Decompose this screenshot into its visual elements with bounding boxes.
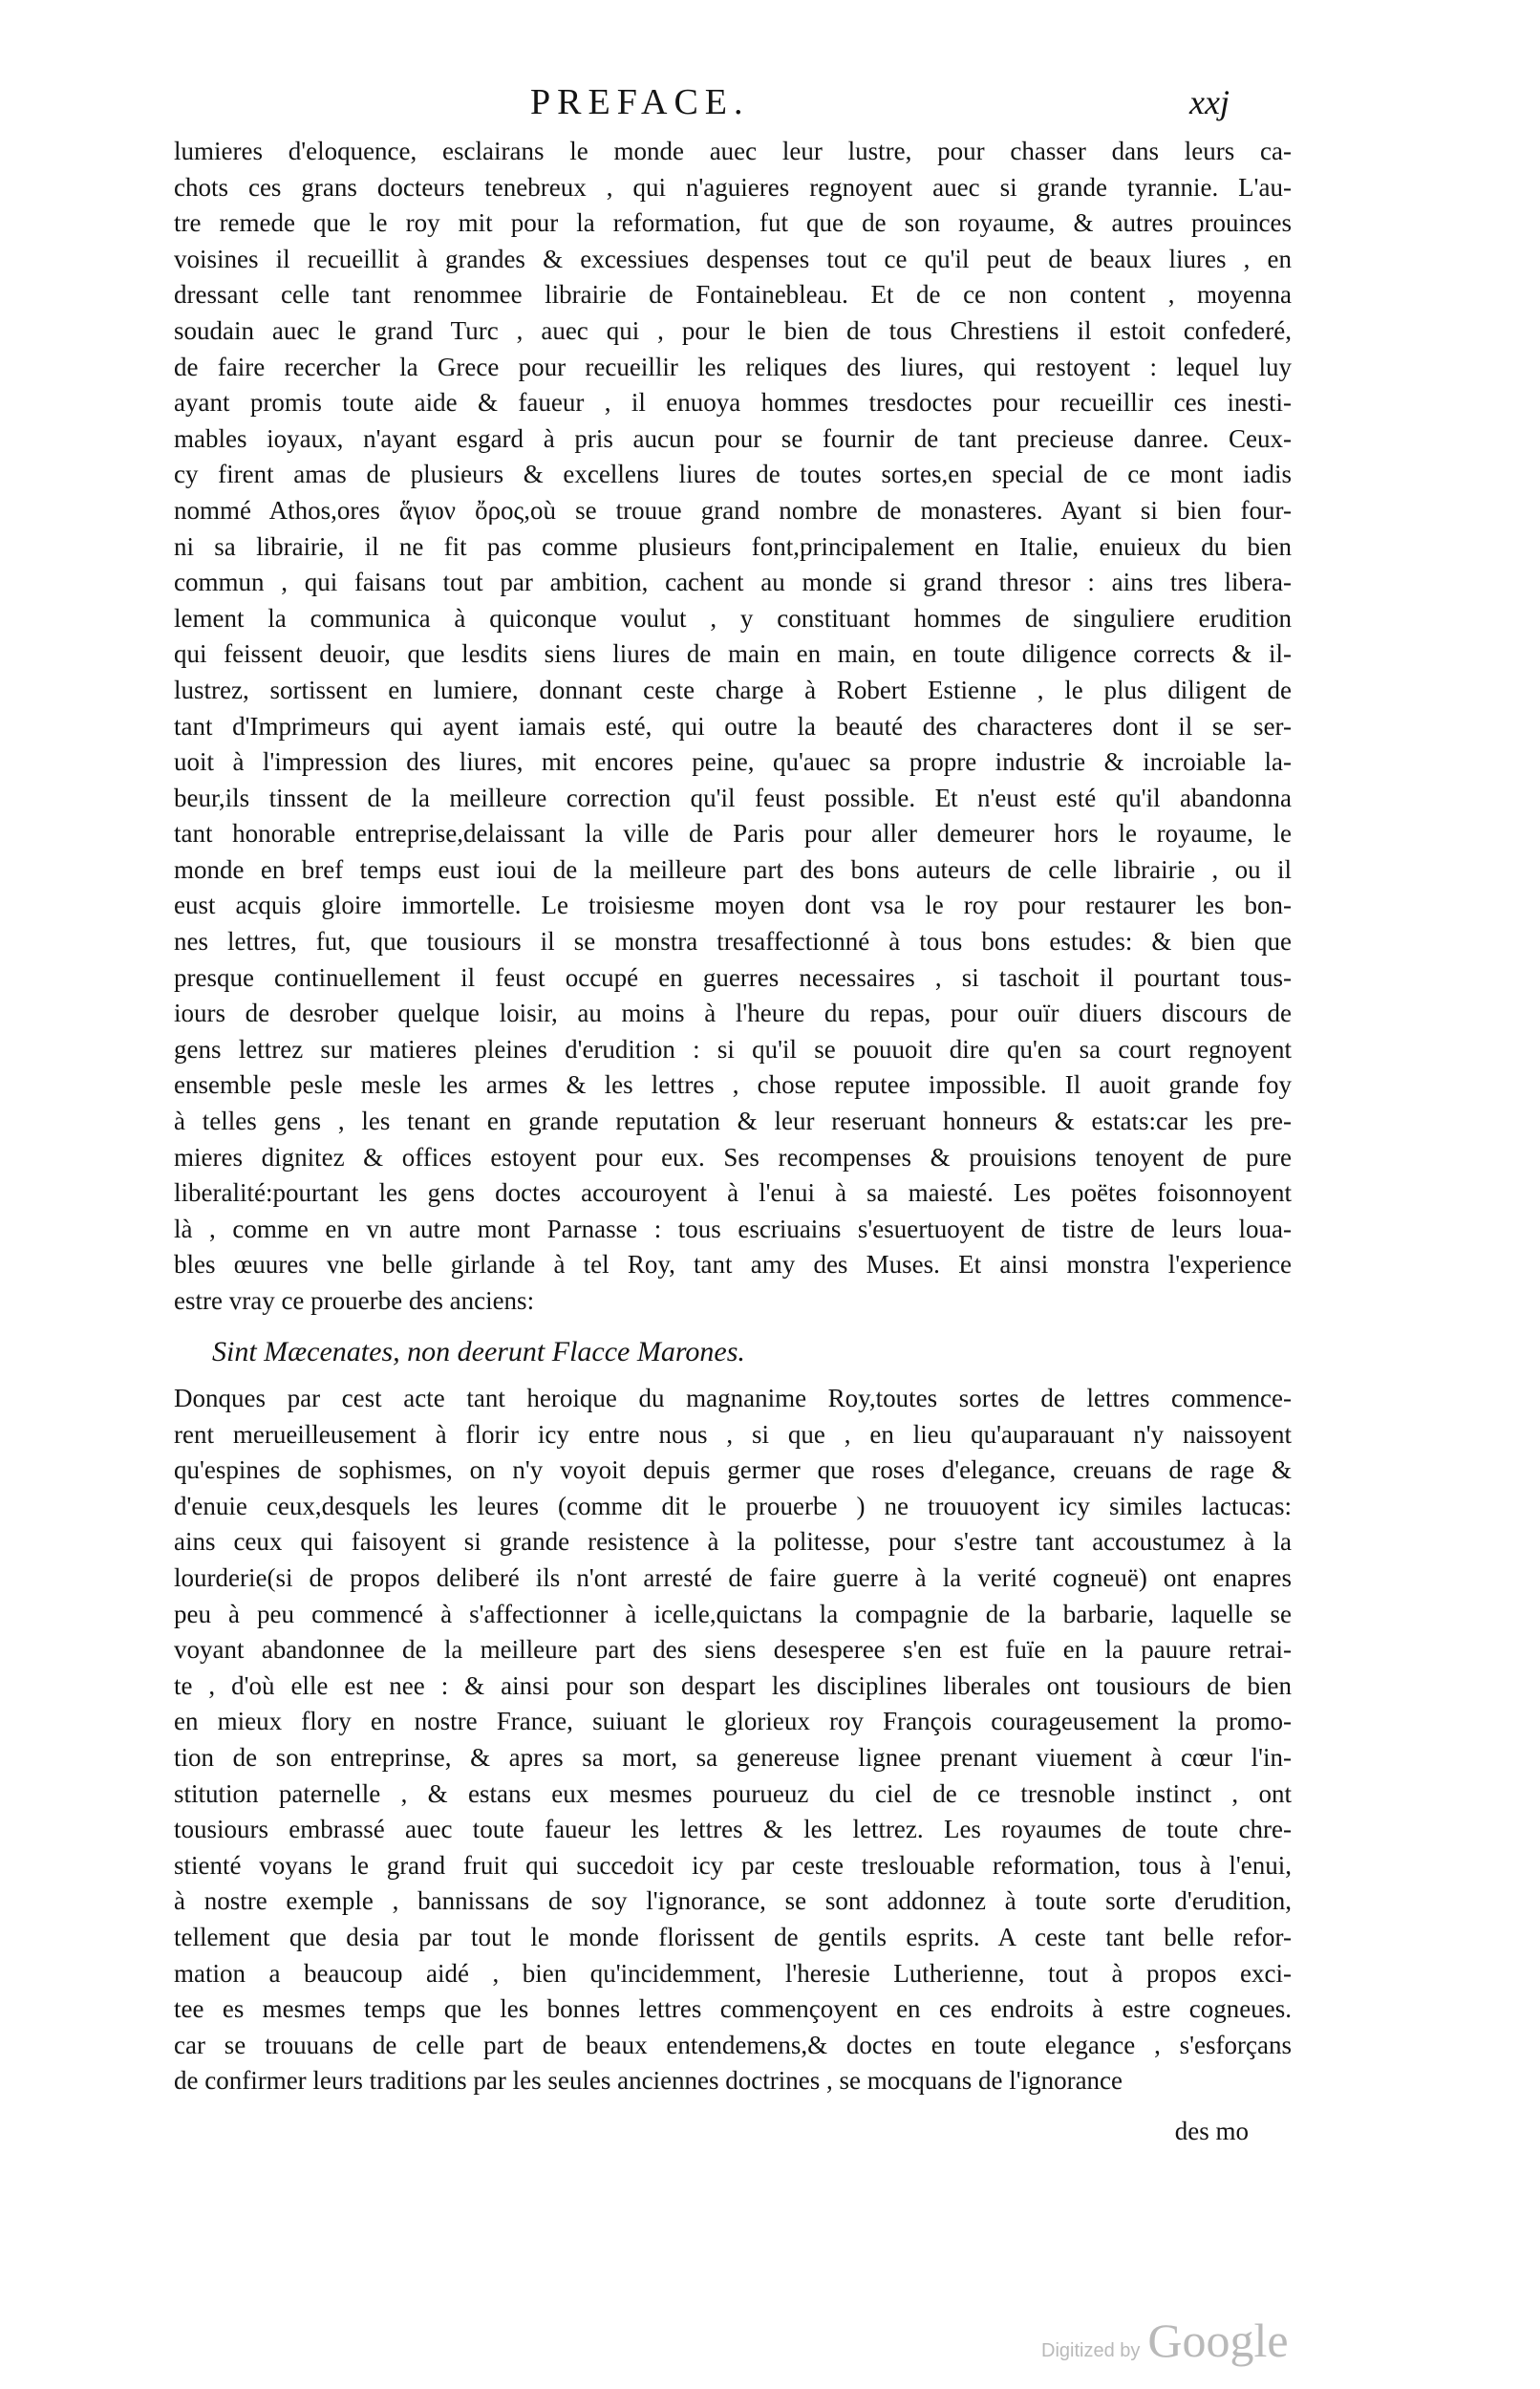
paragraph-2	[174, 1381, 1292, 2099]
text-line: tousiours embrassé auec toute faueur les lettres & les lettrez. Les royaumes de toute chre-	[174, 1815, 1292, 1844]
text-line: tant honorable entreprise,delaissant la ville de Paris pour aller demeurer hors le royaume, le	[174, 819, 1292, 849]
text-line: à telles gens , les tenant en grande reputation & leur reseruant honneurs & estats:car les pre-	[174, 1107, 1292, 1136]
text-line: uoit à l'impression des liures, mit encores peine, qu'auec sa propre industrie & incroiable la-	[174, 747, 1292, 777]
text-line: nes lettres, fut, que tousiours il se monstra tresaffectionné à tous bons estudes: & bien que	[174, 927, 1292, 957]
text-line: de confirmer leurs traditions par les seules anciennes doctrines , se mocquans de l'ignorance	[174, 2066, 1123, 2096]
text-line: lement la communica à quiconque voulut , y constituant hommes de singuliere erudition	[174, 603, 1292, 633]
text-line: presque continuellement il feust occupé en guerres necessaires , si taschoit il pourtant tous-	[174, 962, 1292, 992]
text-line: car se trouuans de celle part de beaux entendemens,& doctes en toute elegance , s'esforçans	[174, 2030, 1292, 2059]
text-line: monde en bref temps eust ioui de la meilleure part des bons auteurs de celle librairie , ou il	[174, 854, 1292, 884]
text-line: dressant celle tant renommee librairie de Fontainebleau. Et de ce non content , moyenna	[174, 280, 1292, 310]
text-line: beur,ils tinssent de la meilleure correction qu'il feust possible. Et n'eust esté qu'il abandonna	[174, 783, 1292, 812]
text-line: bles œuures vne belle girlande à tel Roy, tant amy des Muses. Et ainsi monstra l'experience	[174, 1250, 1292, 1280]
text-line: de faire recercher la Grece pour recueillir les reliques des liures, qui restoyent : lequel luy	[174, 352, 1292, 381]
text-line: voyant abandonnee de la meilleure part des siens desesperee s'en est fuïe en la pauure retrai-	[174, 1635, 1292, 1665]
text-line: à nostre exemple , bannissans de soy l'ignorance, se sont addonnez à toute sorte d'erudition,	[174, 1886, 1292, 1916]
text-line: chots ces grans docteurs tenebreux , qui n'aguieres regnoyent auec si grande tyrannie. L'au-	[174, 172, 1292, 202]
verse-quotation: Sint Mæcenates, non deerunt Flacce Marones.	[212, 1336, 745, 1367]
paragraph-1	[174, 134, 1292, 1320]
text-line: tellement que desia par tout le monde florissent de gentils esprits. A ceste tant belle refor-	[174, 1922, 1292, 1951]
text-line: tee es mesmes temps que les bonnes lettres commençoyent en ces endroits à estre cogneues.	[174, 1994, 1292, 2024]
watermark-prefix: Digitized by	[1041, 2340, 1141, 2361]
text-line: qui feissent deuoir, que lesdits siens liures de main en main, en toute diligence corrects & il-	[174, 639, 1292, 669]
text-line: rent merueilleusement à florir icy entre nous , si que , en lieu qu'auparauant n'y naissoyent	[174, 1419, 1292, 1449]
text-line: ni sa librairie, il ne fit pas comme plusieurs font,principalement en Italie, enuieux du bien	[174, 531, 1292, 561]
text-line: stitution paternelle , & estans eux mesmes pourueuz du ciel de ce tresnoble instinct , ont	[174, 1778, 1292, 1808]
text-line: mation a beaucoup aidé , bien qu'incidemment, l'heresie Lutherienne, tout à propos exci-	[174, 1958, 1292, 1988]
text-line: en mieux flory en nostre France, suiuant le glorieux roy François courageusement la promo-	[174, 1707, 1292, 1736]
text-line: lustrez, sortissent en lumiere, donnant ceste charge à Robert Estienne , le plus diligent de	[174, 675, 1292, 704]
digitized-watermark	[1041, 2313, 1289, 2368]
text-line: qu'espines de sophismes, on n'y voyoit depuis germer que roses d'elegance, creuans de rage &	[174, 1455, 1292, 1485]
text-line: estre vray ce prouerbe des anciens:	[174, 1286, 535, 1315]
text-line: commun , qui faisans tout par ambition, cachent au monde si grand thresor : ains tres libera-	[174, 568, 1292, 597]
running-title: PREFACE.	[530, 82, 750, 122]
text-line: gens lettrez sur matieres pleines d'erudition : si qu'il se pouuoit dire qu'en sa court regnoyent	[174, 1034, 1292, 1064]
page-header	[0, 78, 1540, 126]
text-line: ains ceux qui faisoyent si grande resistence à la politesse, pour s'estre tant accoustumez à la	[174, 1527, 1292, 1557]
text-line: te , d'où elle est nee : & ainsi pour son despart les disciplines liberales ont tousiours de bien	[174, 1670, 1292, 1700]
text-line: soudain auec le grand Turc , auec qui , pour le bien de tous Chrestiens il estoit confederé,	[174, 315, 1292, 345]
text-line: ayant promis toute aide & faueur , il enuoya hommes tresdoctes pour recueillir ces inesti-	[174, 388, 1292, 418]
text-line: tant d'Imprimeurs qui ayent iamais esté, qui outre la beauté des characteres dont il se ser-	[174, 711, 1292, 741]
text-line: cy firent amas de plusieurs & excellens liures de toutes sortes,en special de ce mont iadis	[174, 460, 1292, 489]
text-line: nommé Athos,ores ἅγιον ὄρος,où se trouue grand nombre de monasteres. Ayant si bien four-	[174, 495, 1292, 525]
text-line: lourderie(si de propos deliberé ils n'ont arresté de faire guerre à la verité cogneuë) ont enapres	[174, 1562, 1292, 1592]
text-line: là , comme en vn autre mont Parnasse : tous escriuains s'esuertuoyent de tistre de leurs loua-	[174, 1214, 1292, 1243]
text-line: liberalité:pourtant les gens doctes accouroyent à l'enui à sa maiesté. Les poëtes foisonnoyent	[174, 1178, 1292, 1208]
text-line: tre remede que le roy mit pour la reformation, fut que de son royaume, & autres prouinces	[174, 208, 1292, 238]
text-line: d'enuie ceux,desquels les leures (comme dit le prouerbe ) ne trouuoyent icy similes lactucas:	[174, 1491, 1292, 1520]
text-line: eust acquis gloire immortelle. Le troisiesme moyen dont vsa le roy pour restaurer les bon-	[174, 891, 1292, 920]
text-line: tion de son entreprinse, & apres sa mort, sa genereuse lignee prenant viuement à cœur l'in-	[174, 1742, 1292, 1772]
text-line: lumieres d'eloquence, esclairans le monde auec leur lustre, pour chasser dans leurs ca-	[174, 137, 1292, 165]
text-line: Donques par cest acte tant heroique du magnanime Roy,toutes sortes de lettres commence-	[174, 1384, 1292, 1412]
catchword: des mo	[1174, 2117, 1249, 2145]
text-line: iours de desrober quelque loisir, au moins à l'heure du repas, pour ouïr diuers discours de	[174, 999, 1292, 1028]
google-logo: Google	[1147, 2314, 1289, 2367]
text-line: stienté voyans le grand fruit qui succedoit icy par ceste treslouable reformation, tous à l'enui,	[174, 1850, 1292, 1880]
page-number: xxj	[1189, 83, 1230, 121]
text-line: voisines il recueillit à grandes & excessiues despenses tout ce qu'il peut de beaux liures , en	[174, 244, 1292, 273]
text-line: mieres dignitez & offices estoyent pour eux. Ses recompenses & prouisions tenoyent de pure	[174, 1142, 1292, 1172]
text-line: ensemble pesle mesle les armes & les lettres , chose reputee impossible. Il auoit grande foy	[174, 1070, 1292, 1100]
text-line: mables ioyaux, n'ayant esgard à pris aucun pour se fournir de tant precieuse danree. Ceux-	[174, 423, 1292, 453]
text-line: peu à peu commencé à s'affectionner à icelle,quictans la compagnie de la barbarie, laquelle se	[174, 1599, 1292, 1628]
